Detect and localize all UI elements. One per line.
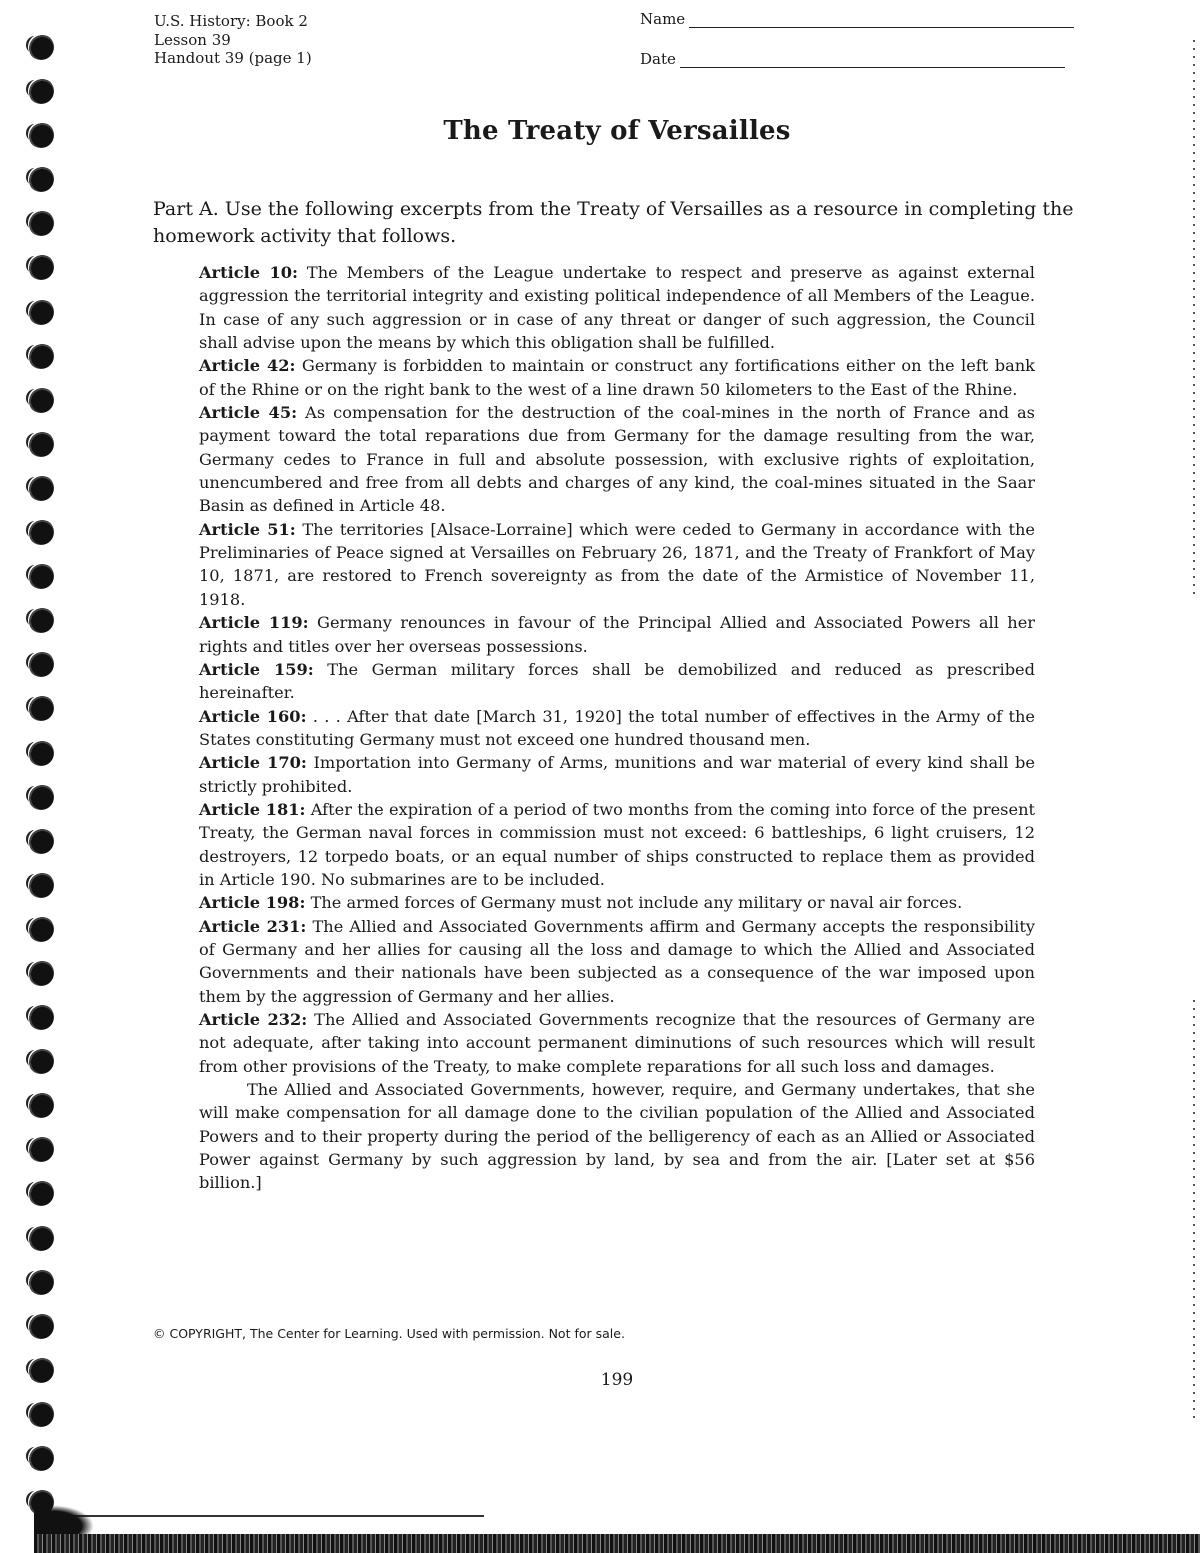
binding-hole-icon xyxy=(28,1401,54,1427)
scan-line-artifact xyxy=(34,1515,484,1517)
binding-hole-icon xyxy=(28,210,54,236)
article-paragraph xyxy=(199,891,1035,914)
article-label: Article 42: xyxy=(199,356,296,376)
handout-label: Handout 39 (page 1) xyxy=(154,49,312,67)
scan-edge-artifact xyxy=(1193,1000,1195,1420)
part-a-instructions: Part A. Use the following excerpts from the Treaty of Versailles as a resource in completing the homework activity that follows. xyxy=(153,198,1074,247)
binding-hole-icon xyxy=(28,519,54,545)
article-paragraph xyxy=(199,658,1035,705)
article-label: Article 231: xyxy=(199,916,307,936)
binding-hole-icon xyxy=(28,166,54,192)
article-paragraph xyxy=(199,705,1035,752)
article-text: The Allied and Associated Governments recognize that the resources of Germany are not adequate, after taking into account permanent diminutions of such resources which will result from other provisions of the Treaty, to make complete reparations for all such loss and damages. xyxy=(199,1010,1035,1076)
binding-hole-icon xyxy=(28,1313,54,1339)
copyright-notice: © COPYRIGHT, The Center for Learning. Used with permission. Not for sale. xyxy=(153,1326,625,1341)
date-field-row xyxy=(640,48,1074,68)
article-text: Importation into Germany of Arms, munitions and war material of every kind shall be strictly prohibited. xyxy=(199,753,1035,796)
article-text: Germany is forbidden to maintain or construct any fortifications either on the left bank of the Rhine or on the right bank to the west of a line drawn 50 kilometers to the East of the Rhine. xyxy=(199,356,1035,399)
article-paragraph xyxy=(199,751,1035,798)
article-paragraph xyxy=(199,354,1035,401)
binding-hole-icon xyxy=(28,695,54,721)
article-label: Article 45: xyxy=(199,403,298,423)
scan-bottom-artifact xyxy=(34,1534,1200,1553)
book-label: U.S. History: Book 2 xyxy=(154,12,308,30)
article-label: Article 119: xyxy=(199,613,309,633)
article-text: The territories [Alsace-Lorraine] which were ceded to Germany in accordance with the Preliminaries of Peace signed at Versailles on February 26, 1871, and the Treaty of Frankfort of May 10, 1871, are restored to French sovereignty as from the date of the Armistice of November 11, 1918. xyxy=(199,519,1035,609)
article-paragraph xyxy=(199,798,1035,891)
binding-hole-icon xyxy=(28,1092,54,1118)
article-paragraph xyxy=(199,401,1035,518)
binding-hole-icon xyxy=(28,254,54,280)
binding-hole-icon xyxy=(28,475,54,501)
article-text: The armed forces of Germany must not include any military or naval air forces. xyxy=(305,893,963,913)
article-text: The German military forces shall be demobilized and reduced as prescribed hereinafter. xyxy=(199,659,1035,703)
lesson-label: Lesson 39 xyxy=(154,30,231,49)
name-field-row xyxy=(640,8,1074,28)
binding-hole-icon xyxy=(28,1445,54,1471)
page-title: The Treaty of Versailles xyxy=(443,116,791,146)
binding-hole-icon xyxy=(28,299,54,325)
article-text: Germany renounces in favour of the Principal Allied and Associated Powers all her rights and titles over her overseas possessions. xyxy=(199,613,1036,656)
binding-hole-icon xyxy=(28,872,54,898)
binding-hole-icon xyxy=(28,651,54,677)
article-label: Article 198: xyxy=(199,893,306,913)
article-text: The Members of the League undertake to respect and preserve as against external aggression the territorial integrity and existing political independence of all Members of the League. In case of any such aggression or in case of any threat or danger of such aggression, the Council shall advise upon the means by which this obligation shall be fulfilled. xyxy=(199,263,1035,353)
article-paragraph xyxy=(199,1008,1035,1078)
spiral-binding xyxy=(24,34,64,1533)
binding-hole-icon xyxy=(28,607,54,633)
article-paragraph xyxy=(199,611,1035,658)
article-text: As compensation for the destruction of the coal-mines in the north of France and as payment toward the total reparations due from Germany for the damage resulting from the war, Germany cedes to France in full and absolute possession, with exclusive rights of exploitation, unencumbered and free from all debts and charges of any kind, the coal-mines situated in the Saar Basin as defined in Article 48. xyxy=(199,403,1035,516)
article-text: . . . After that date [March 31, 1920] the total number of effectives in the Army of the States constituting Germany must not exceed one hundred thousand men. xyxy=(199,706,1035,749)
article-label: Article 170: xyxy=(199,753,307,773)
article-label: Article 232: xyxy=(199,1010,308,1029)
article-text: After the expiration of a period of two months from the coming into force of the present Treaty, the German naval forces in commission must not exceed: 6 battleships, 6 light cruisers, 12 destroyers, 12 torpedo boats, or an equal number of ships constructed to replace them as provided in Article 190. No submarines are to be included. xyxy=(199,799,1035,889)
binding-hole-icon xyxy=(28,784,54,810)
binding-hole-icon xyxy=(28,431,54,457)
article-label: Article 160: xyxy=(199,706,307,726)
binding-hole-icon xyxy=(28,916,54,942)
student-fields xyxy=(640,8,1074,88)
binding-hole-icon xyxy=(28,78,54,104)
binding-hole-icon xyxy=(28,1180,54,1206)
article-text: The Allied and Associated Governments affirm and Germany accepts the responsibility of Germany and her allies for causing all the loss and damage to which the Allied and Associated Governments and their nationals have been subjected as a consequence of the war imposed upon them by the aggression of Germany and her allies. xyxy=(199,916,1035,1006)
binding-hole-icon xyxy=(28,1225,54,1251)
binding-hole-icon xyxy=(28,1269,54,1295)
binding-hole-icon xyxy=(28,960,54,986)
scan-edge-artifact xyxy=(1193,40,1195,600)
article-label: Article 10: xyxy=(199,263,298,282)
binding-hole-icon xyxy=(28,828,54,854)
article-paragraph xyxy=(199,518,1035,611)
page-number: 199 xyxy=(600,1370,634,1390)
article-paragraph xyxy=(199,261,1035,354)
scan-corner-artifact xyxy=(34,1505,94,1535)
binding-hole-icon xyxy=(28,387,54,413)
name-label: Name xyxy=(640,10,686,28)
article-label: Article 51: xyxy=(199,519,296,539)
article-label: Article 159: xyxy=(199,659,314,679)
binding-hole-icon xyxy=(28,1048,54,1074)
binding-hole-icon xyxy=(28,740,54,766)
date-label: Date xyxy=(640,50,676,68)
name-field[interactable] xyxy=(689,13,1074,28)
binding-hole-icon xyxy=(28,1004,54,1030)
article-paragraph xyxy=(199,915,1035,1008)
binding-hole-icon xyxy=(28,343,54,369)
binding-hole-icon xyxy=(28,563,54,589)
binding-hole-icon xyxy=(28,34,54,60)
date-field[interactable] xyxy=(680,53,1065,68)
article-232-continuation: The Allied and Associated Governments, however, require, and Germany undertakes, that she will make compensation for all damage done to the civilian population of the Allied and Associated Powers and to their property during the period of the belligerency of each as an Allied or Associated Power against Germany by such aggression by land, by sea and from the air. [Later set at $56 billion.] xyxy=(199,1080,1035,1193)
article-label: Article 181: xyxy=(199,799,306,819)
handout-header xyxy=(154,12,312,68)
binding-hole-icon xyxy=(28,1136,54,1162)
treaty-excerpts xyxy=(199,261,1035,1195)
